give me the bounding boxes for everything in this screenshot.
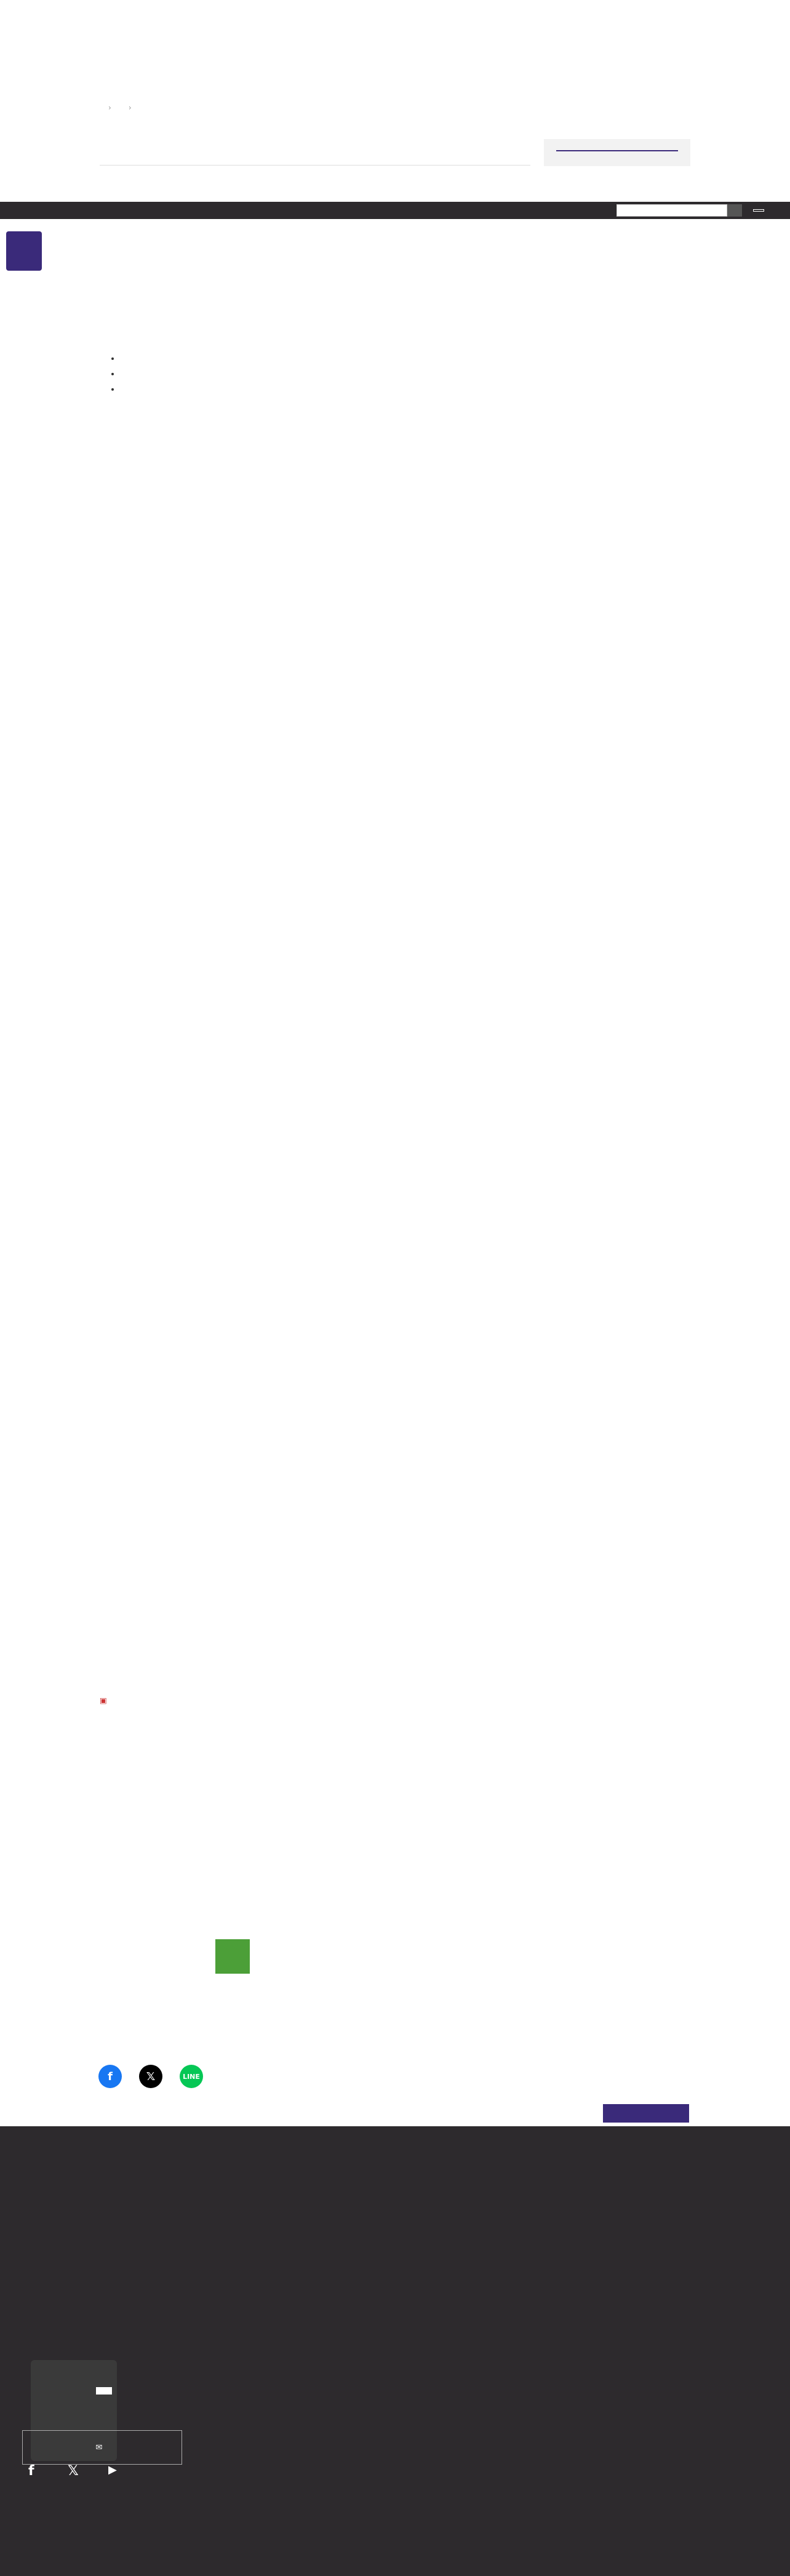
development-charts	[98, 736, 541, 1259]
logo-seal-icon	[6, 231, 42, 271]
key-points	[100, 347, 530, 398]
breadcrumb-separator: ›	[128, 103, 132, 112]
category-sidebar	[544, 139, 690, 166]
overview	[100, 517, 530, 522]
breadcrumb-separator: ›	[108, 103, 111, 112]
sdg-goal3-icon	[215, 1939, 250, 1974]
facebook-icon[interactable]: f	[28, 2463, 34, 2479]
point-item	[121, 352, 530, 365]
footer	[0, 2126, 790, 2576]
point-item	[121, 367, 530, 381]
mail-magazine-button[interactable]	[22, 2430, 182, 2465]
header	[0, 219, 790, 285]
search-input[interactable]	[616, 204, 727, 217]
page-top-button[interactable]	[603, 2104, 689, 2123]
lang-japanese[interactable]	[753, 209, 764, 212]
sidebar-title	[556, 145, 678, 151]
site-search	[616, 204, 742, 217]
press-release-pdf-link[interactable]	[100, 1696, 107, 1705]
paper-info	[100, 1469, 530, 1474]
x-share-icon[interactable]: 𝕏	[139, 2065, 162, 2088]
pdf-icon: ▣	[100, 1696, 107, 1705]
terms	[100, 1333, 530, 1338]
mascot-label	[96, 2387, 112, 2395]
mail-icon: ✉	[95, 2442, 103, 2452]
facebook-share-icon[interactable]: f	[98, 2065, 122, 2088]
article-title	[100, 183, 530, 204]
youtube-icon[interactable]: ▶	[108, 2463, 117, 2476]
x-icon[interactable]: 𝕏	[68, 2463, 79, 2479]
point-item	[121, 383, 530, 396]
utility-bar	[0, 202, 790, 219]
search-icon[interactable]	[727, 204, 742, 217]
breadcrumb	[100, 103, 140, 112]
line-share-icon[interactable]: LINE	[180, 2065, 203, 2088]
university-logo[interactable]	[6, 231, 48, 271]
